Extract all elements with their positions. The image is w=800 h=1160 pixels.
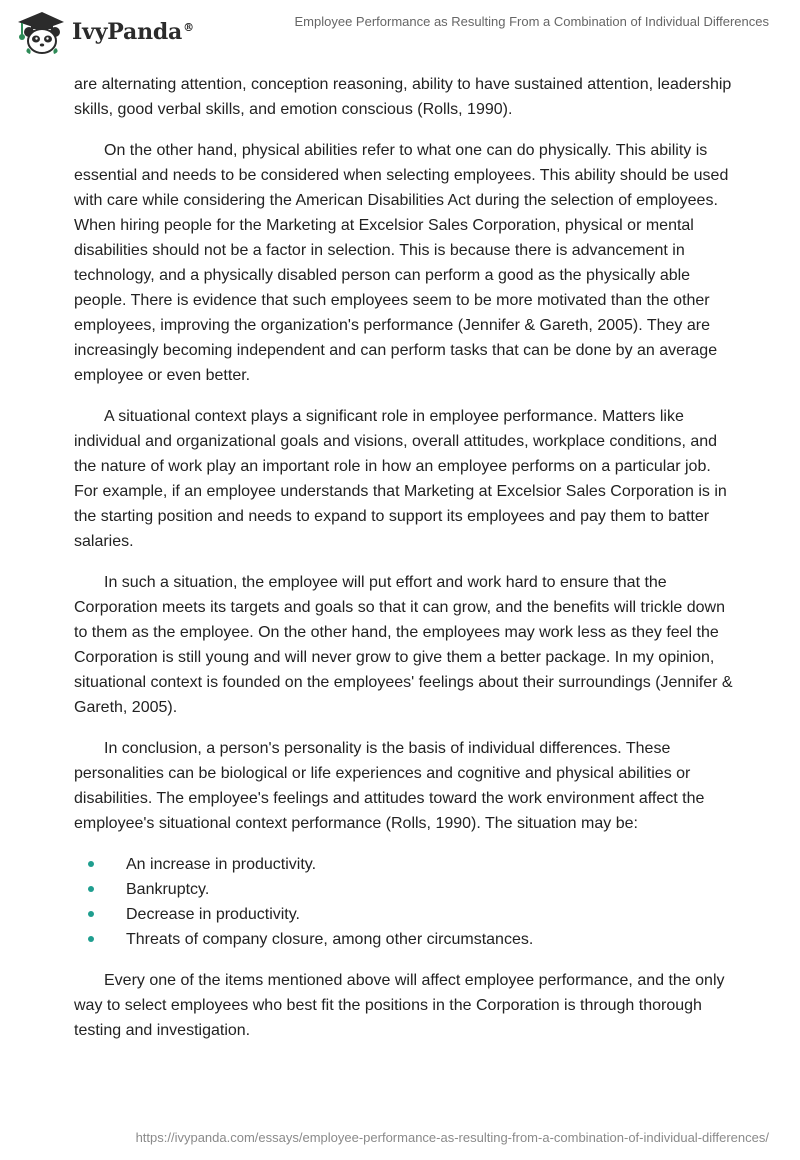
paragraph-3: A situational context plays a significant role in employee performance. Matters like individual and organizational goals and visions, overall attitudes, workplace conditions, and the nature of work play an important role in how an employee performs on a particular job. For example, if an employee understands that Marketing at Excelsior Sales Corporation is in the starting position and needs to expand to support its employees and pay them to batter salaries. xyxy=(74,408,727,550)
bullet-dot-icon xyxy=(88,936,94,942)
list-item-text: Threats of company closure, among other circumstances. xyxy=(126,931,534,948)
list-item xyxy=(74,877,734,902)
bullet-dot-icon xyxy=(88,861,94,867)
list-item-text: An increase in productivity. xyxy=(126,856,317,873)
paragraph-4: In such a situation, the employee will put effort and work hard to ensure that the Corporation meets its targets and goals so that it can grow, and the benefits will trickle down to them as the employee. On the other hand, the employees may work less as they feel the Corporation is still young and will never grow to give them a better package. In my opinion, situational context is founded on the employees' feelings about their surroundings (Jennifer & Gareth, 2005). xyxy=(74,574,733,716)
paragraph-1: are alternating attention, conception reasoning, ability to have sustained attention, leadership skills, good verbal skills, and emotion conscious (Rolls, 1990). xyxy=(74,76,732,118)
logo[interactable] xyxy=(14,8,194,56)
list-item xyxy=(74,852,734,877)
brand-name: IvyPanda® xyxy=(72,19,194,45)
list-item-text: Bankruptcy. xyxy=(126,881,210,898)
page-header xyxy=(0,0,800,64)
list-item xyxy=(74,902,734,927)
registered-mark: ® xyxy=(183,20,194,34)
source-url[interactable]: https://ivypanda.com/essays/employee-performance-as-resulting-from-a-combination-of-individual-differences/ xyxy=(135,1130,769,1145)
bullet-dot-icon xyxy=(88,911,94,917)
paragraph-5: In conclusion, a person's personality is the basis of individual differences. These personalities can be biological or life experiences and cognitive and physical abilities or disabilities. The employee's feelings and attitudes toward the work environment affect the employee's situational context performance (Rolls, 1990). The situation may be: xyxy=(74,740,705,832)
document-title: Employee Performance as Resulting From a Combination of Individual Differences xyxy=(294,14,769,29)
panda-graduation-cap-icon xyxy=(14,8,66,56)
paragraph-6: Every one of the items mentioned above will affect employee performance, and the only way to select employees who best fit the positions in the Corporation is through thorough testing and investigation. xyxy=(74,972,725,1039)
paragraph-2: On the other hand, physical abilities refer to what one can do physically. This ability is essential and needs to be considered when selecting employees. This ability should be used with care while considering the American Disabilities Act during the selection of employees. When hiring people for the Marketing at Excelsior Sales Corporation, physical or mental disabilities should not be a factor in selection. This is because there is advancement in technology, and a physically disabled person can perform a good as the physically able people. There is evidence that such employees seem to be more motivated than the other employees, improving the organization's performance (Jennifer & Gareth, 2005). They are increasingly becoming independent and can perform tasks that can be done by an average employee or even better. xyxy=(74,142,729,384)
situation-list xyxy=(74,852,734,952)
essay-body xyxy=(74,72,734,1059)
list-item-text: Decrease in productivity. xyxy=(126,906,300,923)
list-item xyxy=(74,927,734,952)
bullet-dot-icon xyxy=(88,886,94,892)
